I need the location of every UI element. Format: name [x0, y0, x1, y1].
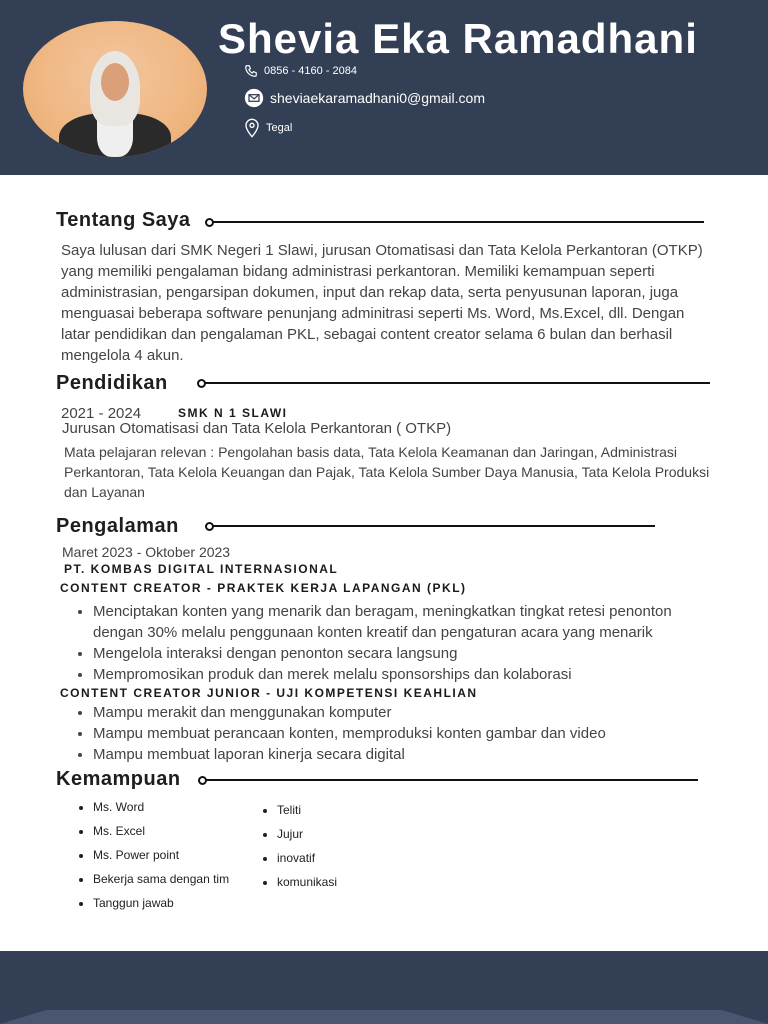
experience-role2: CONTENT CREATOR JUNIOR - UJI KOMPETENSI KEAHLIAN: [60, 686, 478, 700]
phone-text: 0856 - 4160 - 2084: [264, 65, 357, 77]
experience-title: Pengalaman: [56, 515, 179, 537]
skill-item: • Jujur: [277, 822, 337, 846]
skill-item: • Ms. Power point: [93, 843, 229, 867]
email-text[interactable]: sheviaekaramadhani0@gmail.com: [270, 90, 485, 106]
education-years: 2021 - 2024: [61, 405, 142, 422]
skill-item: • Bekerja sama dengan tim: [93, 867, 229, 891]
education-school: SMK N 1 SLAWI: [178, 406, 288, 420]
email-icon: [244, 88, 264, 108]
experience-role1: CONTENT CREATOR - PRAKTEK KERJA LAPANGAN (PKL): [60, 581, 467, 595]
skill-item: • Tanggun jawab: [93, 891, 229, 915]
skill-item: • Ms. Word: [93, 795, 229, 819]
about-rule: [213, 221, 704, 223]
list-item: • Mampu membuat laporan kinerja secara digital: [93, 744, 713, 765]
skills-title: Kemampuan: [56, 768, 181, 790]
footer-accent-shape: [0, 1010, 768, 1024]
skill-item: • Ms. Excel: [93, 819, 229, 843]
education-major: Jurusan Otomatisasi dan Tata Kelola Perkantoran ( OTKP): [62, 420, 452, 437]
experience-period: Maret 2023 - Oktober 2023: [62, 544, 231, 560]
list-item: • Menciptakan konten yang menarik dan beragam, meningkatkan tingkat retesi penonton dengan 30% melalu penggunaan konten kreatif dan pengaturan acara yang menarik: [93, 601, 713, 643]
list-item: • Mengelola interaksi dengan penonton secara langsung: [93, 643, 713, 664]
skills-list-left: [77, 795, 229, 915]
skills-list-right: [261, 798, 337, 894]
location-text: Tegal: [266, 122, 293, 134]
contact-phone: [244, 64, 357, 78]
contact-location: [244, 118, 292, 138]
education-subjects: Mata pelajaran relevan : Pengolahan basis data, Tata Kelola Keamanan dan Jaringan, Administrasi Perkantoran, Tata Kelola Keuangan dan Pajak, Tata Kelola Sumber Daya Manusia, Tata Kelola Produksi dan Layanan: [64, 444, 710, 500]
phone-icon: [244, 64, 258, 78]
education-rule: [205, 382, 710, 384]
skill-item: • inovatif: [277, 846, 337, 870]
about-text: Saya lulusan dari SMK Negeri 1 Slawi, jurusan Otomatisasi dan Tata Kelola Perkantoran (OTKP) yang memiliki pengalaman bidang administrasi perkantoran. Memiliki kemampuan seperti administrasian, pengarsipan dokumen, input dan rekap data, serta penyusunan laporan, juga menguasai beberapa software penunjang adminitrasi seperti Ms. Word, Ms.Excel, dll. Dengan latar pendidikan dan pengalaman PKL, sebagai content creator selama 6 bulan dan berhasil mengelola 4 akun.: [61, 242, 703, 364]
candidate-name: Shevia Eka Ramadhani: [218, 15, 698, 62]
education-title: Pendidikan: [56, 372, 168, 394]
location-pin-icon: [244, 118, 260, 138]
experience-rule: [213, 525, 655, 527]
experience-company: PT. KOMBAS DIGITAL INTERNASIONAL: [64, 562, 339, 576]
profile-photo: [23, 21, 207, 157]
photo-face: [101, 63, 129, 101]
list-item: • Mampu merakit dan menggunakan komputer: [93, 702, 713, 723]
about-title: Tentang Saya: [56, 209, 191, 231]
skills-rule: [206, 779, 698, 781]
role1-list: [75, 601, 713, 685]
skill-item: • Teliti: [277, 798, 337, 822]
list-item: • Mempromosikan produk dan merek melalu sponsorships dan kolaborasi: [93, 664, 713, 685]
skill-item: • komunikasi: [277, 870, 337, 894]
role2-list: [75, 702, 713, 765]
list-item: • Mampu membuat perancaan konten, memproduksi konten gambar dan video: [93, 723, 713, 744]
contact-email[interactable]: [244, 88, 485, 108]
